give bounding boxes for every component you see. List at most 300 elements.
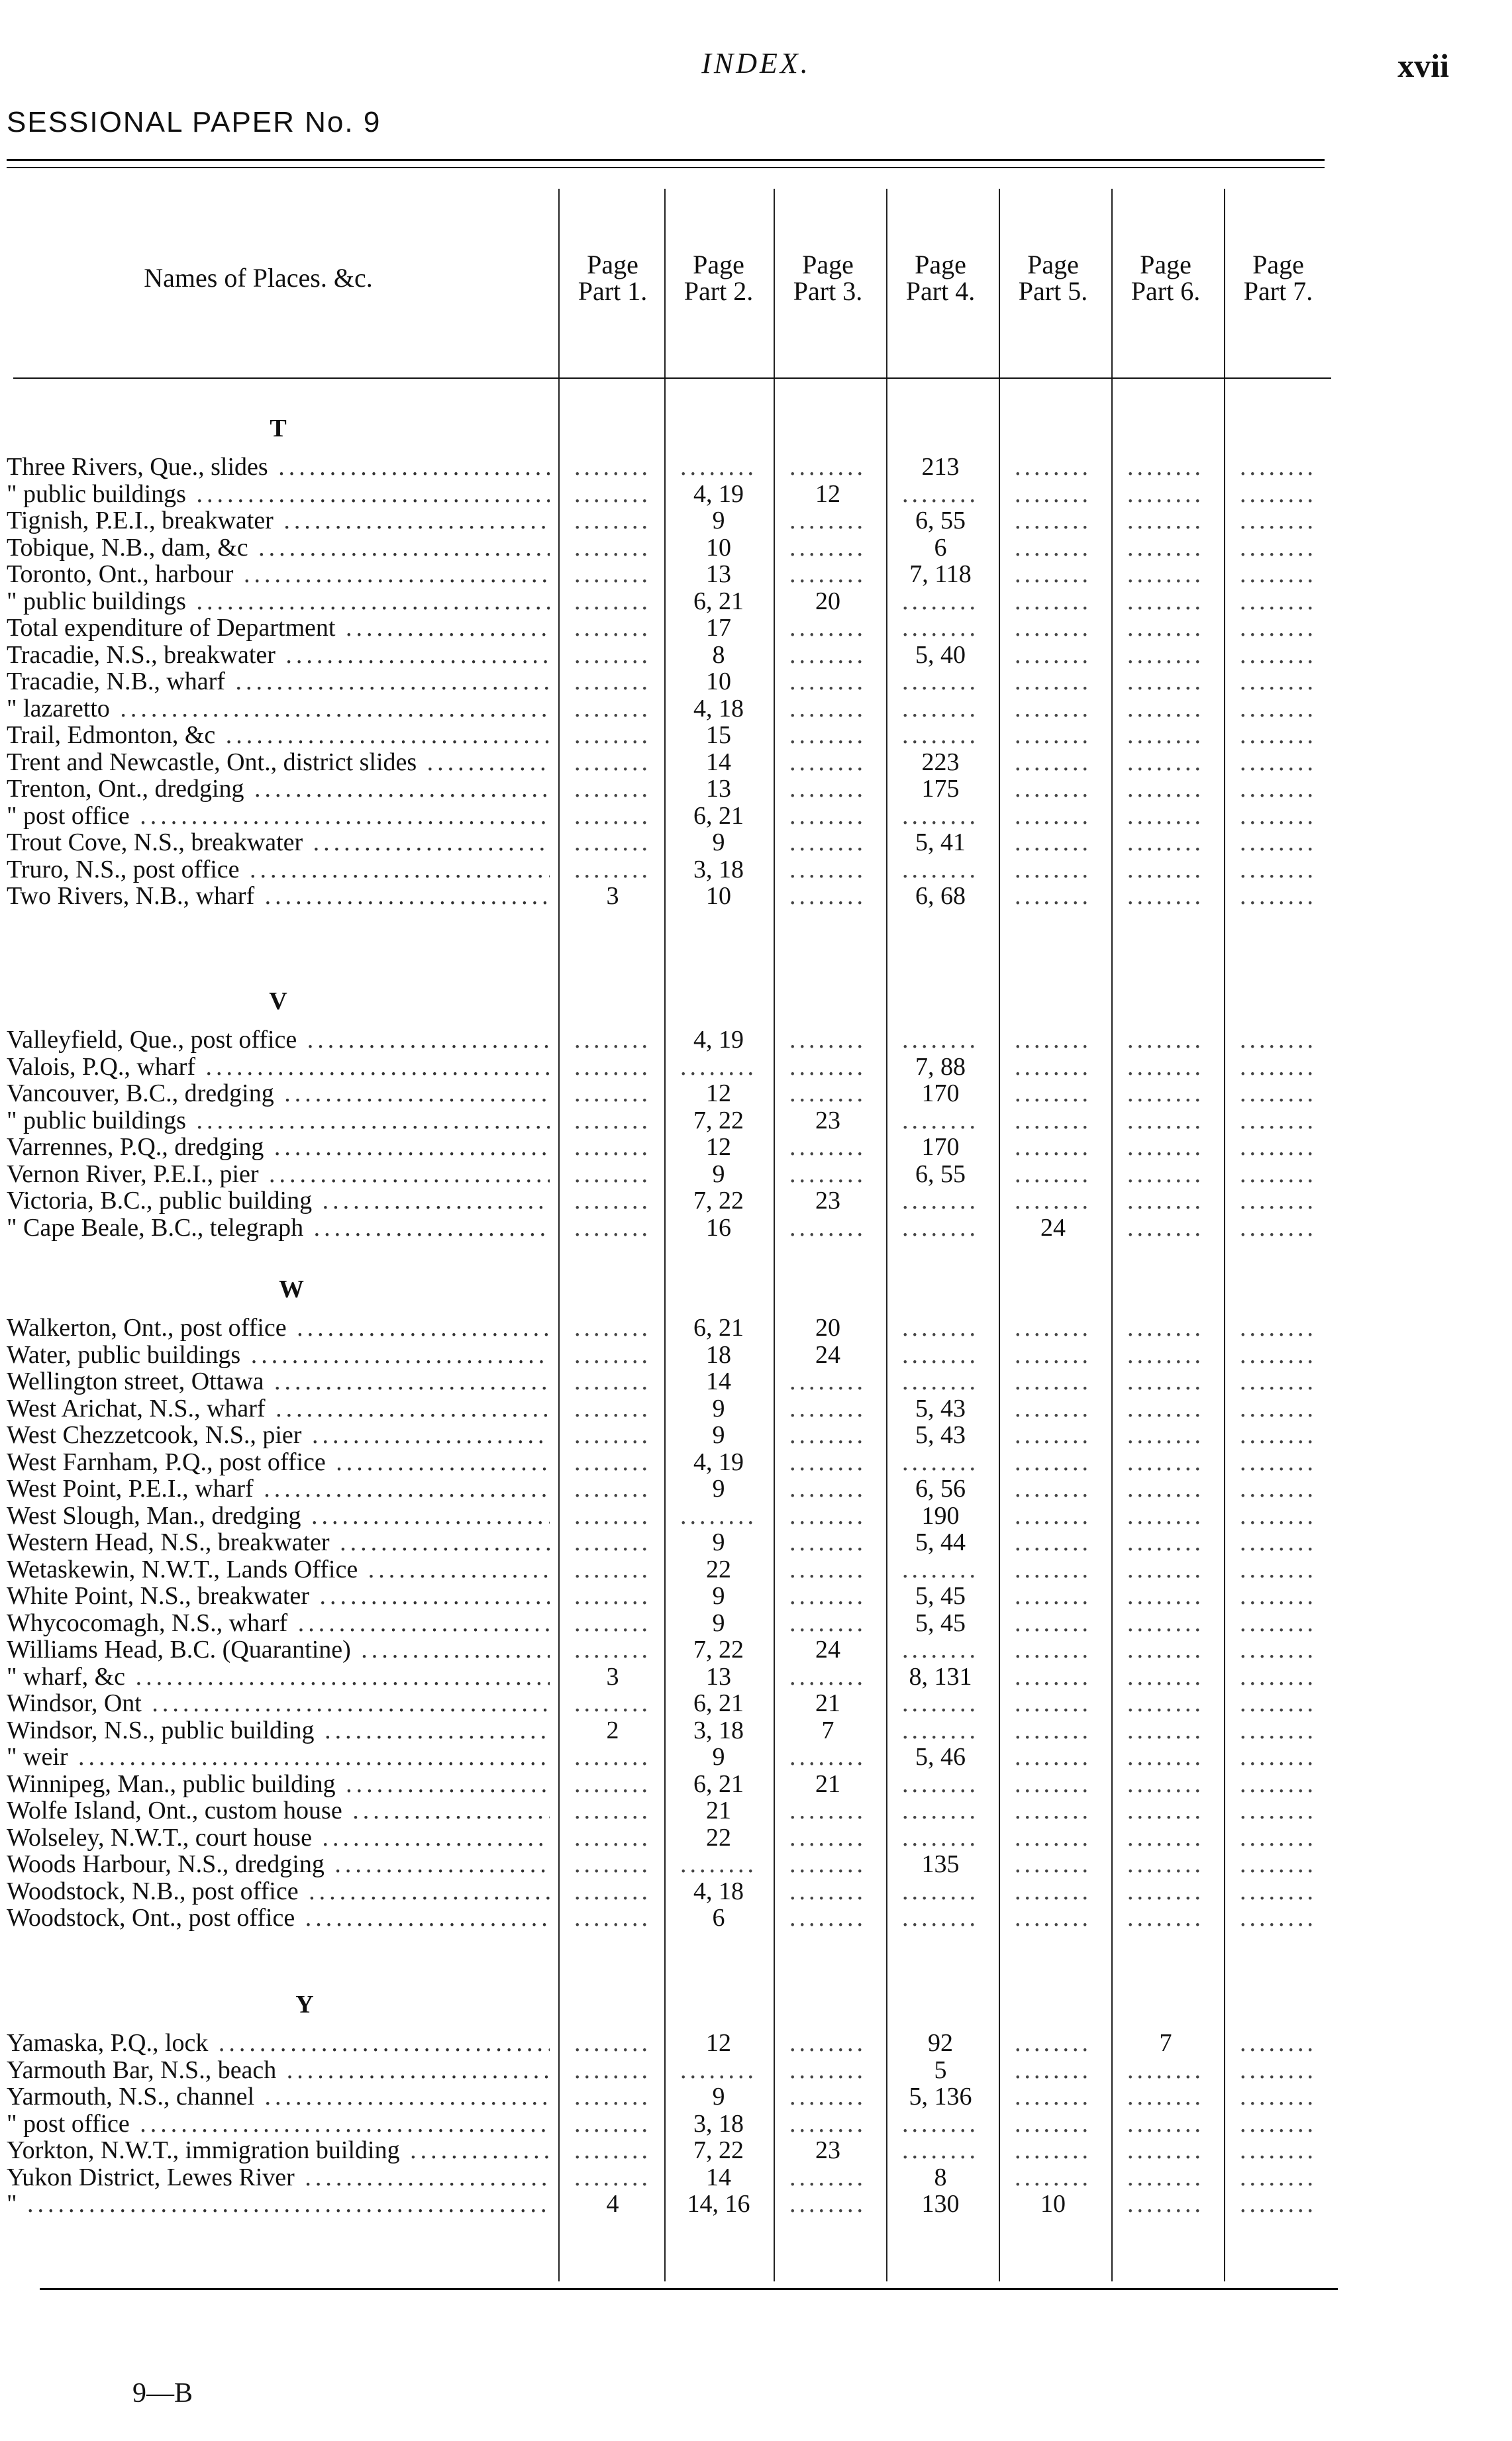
place-name: Wolfe Island, Ont., custom house ..... bbox=[7, 1797, 550, 1824]
leader-dots: ........ bbox=[1240, 2083, 1317, 2111]
leader-dots: ........ bbox=[1240, 1079, 1317, 1107]
leader-dots: ........ bbox=[574, 2109, 651, 2138]
leader-dots: ........ bbox=[902, 694, 979, 722]
leader-dots: ........ bbox=[1127, 1743, 1204, 1771]
leader-dots: ........ bbox=[1240, 1160, 1317, 1188]
leader-dots: ........ bbox=[1127, 1133, 1204, 1161]
leader-dots: ........ bbox=[902, 1340, 979, 1369]
page-reference: 190 bbox=[921, 1501, 960, 1530]
leader-dots: ........ bbox=[1015, 2056, 1091, 2084]
leader-dots: ........ bbox=[1015, 1501, 1091, 1530]
leader-dots: ........ bbox=[1015, 1555, 1091, 1583]
place-name: West Point, P.E.I., wharf ..... bbox=[7, 1475, 550, 1502]
leader-dots: ........ bbox=[680, 453, 757, 481]
leader-dots: ........ bbox=[789, 1394, 866, 1422]
page-reference: 14 bbox=[706, 2163, 731, 2191]
page-reference: 5, 45 bbox=[915, 1582, 966, 1610]
leader-dots: ........ bbox=[1015, 1340, 1091, 1369]
index-row bbox=[0, 507, 1512, 534]
place-name: West Farnham, P.Q., post office ..... bbox=[7, 1449, 550, 1475]
leader-dots: ........ bbox=[1127, 1368, 1204, 1395]
leader-dots: ........ bbox=[902, 1187, 979, 1215]
leader-dots: ........ bbox=[1240, 1394, 1317, 1422]
leader-dots: ........ bbox=[1127, 1394, 1204, 1422]
leader-dots: ........ bbox=[902, 2109, 979, 2138]
leader-dots: ........ bbox=[1015, 1689, 1091, 1717]
part-column-header bbox=[560, 252, 666, 305]
section-letter: V bbox=[269, 987, 287, 1015]
leader-dots: ........ bbox=[1127, 560, 1204, 588]
leader-dots: ........ bbox=[1240, 1877, 1317, 1905]
leader-dots: ........ bbox=[789, 1850, 866, 1878]
page-reference: 7 bbox=[821, 1716, 834, 1744]
page-reference: 22 bbox=[706, 1555, 731, 1583]
place-name: Trent and Newcastle, Ont., district slides ..... bbox=[7, 749, 550, 775]
leader-dots: ........ bbox=[789, 1026, 866, 1054]
leader-dots: ........ bbox=[1240, 453, 1317, 481]
bottom-rule bbox=[40, 2288, 1338, 2290]
leader-dots: ........ bbox=[789, 2190, 866, 2218]
place-name: West Arichat, N.S., wharf ..... bbox=[7, 1395, 550, 1422]
leader-dots: ........ bbox=[1240, 748, 1317, 776]
leader-dots: ........ bbox=[1240, 2029, 1317, 2057]
page-reference: 20 bbox=[815, 1314, 840, 1342]
leader-dots: ........ bbox=[574, 748, 651, 776]
leader-dots: ........ bbox=[1127, 1026, 1204, 1054]
leader-dots: ........ bbox=[1127, 694, 1204, 722]
place-name: Woods Harbour, N.S., dredging ..... bbox=[7, 1851, 550, 1877]
names-column-header: Names of Places. &c. bbox=[144, 263, 373, 293]
place-name: Valleyfield, Que., post office ..... bbox=[7, 1026, 550, 1053]
place-name: Trenton, Ont., dredging ..... bbox=[7, 775, 550, 802]
leader-dots: ........ bbox=[574, 1394, 651, 1422]
leader-dots: ........ bbox=[1240, 1609, 1317, 1637]
leader-dots: ........ bbox=[680, 1052, 757, 1081]
column-header-line: Page bbox=[1027, 250, 1079, 279]
page-reference: 9 bbox=[712, 1582, 725, 1610]
place-name: White Point, N.S., breakwater ..... bbox=[7, 1583, 550, 1609]
leader-dots: ........ bbox=[1127, 1609, 1204, 1637]
leader-dots: ........ bbox=[902, 2136, 979, 2164]
leader-dots: ........ bbox=[1015, 2083, 1091, 2111]
leader-dots: ........ bbox=[902, 1213, 979, 1242]
page-reference: 5, 45 bbox=[915, 1609, 966, 1637]
leader-dots: ........ bbox=[1240, 1421, 1317, 1449]
leader-dots: ........ bbox=[1240, 2163, 1317, 2191]
index-row bbox=[0, 856, 1512, 883]
page-reference: 15 bbox=[706, 721, 731, 749]
index-row bbox=[0, 1107, 1512, 1134]
page-reference: 6 bbox=[934, 533, 947, 562]
place-name: Tracadie, N.S., breakwater ..... bbox=[7, 642, 550, 668]
leader-dots: ........ bbox=[1015, 640, 1091, 669]
leader-dots: ........ bbox=[574, 2163, 651, 2191]
page-reference: 3 bbox=[606, 1662, 619, 1691]
index-row bbox=[0, 1422, 1512, 1448]
place-name: " ..... bbox=[7, 2191, 550, 2217]
place-name: Williams Head, B.C. (Quarantine) ..... bbox=[7, 1636, 550, 1663]
place-name: Varrennes, P.Q., dredging ..... bbox=[7, 1134, 550, 1160]
leader-dots: ........ bbox=[1127, 1662, 1204, 1691]
page-reference: 5, 43 bbox=[915, 1421, 966, 1449]
leader-dots: ........ bbox=[789, 1133, 866, 1161]
leader-dots: ........ bbox=[789, 1475, 866, 1503]
place-name: Winnipeg, Man., public building ..... bbox=[7, 1771, 550, 1797]
leader-dots: ........ bbox=[574, 1877, 651, 1905]
leader-dots: ........ bbox=[789, 507, 866, 534]
leader-dots: ........ bbox=[574, 1689, 651, 1717]
place-name: Yorkton, N.W.T., immigration building ..... bbox=[7, 2137, 550, 2164]
place-name: Vernon River, P.E.I., pier ..... bbox=[7, 1161, 550, 1187]
part-column-header bbox=[775, 252, 881, 305]
page-reference: 21 bbox=[706, 1797, 731, 1824]
index-row bbox=[0, 2111, 1512, 2137]
page-reference: 6, 55 bbox=[915, 507, 966, 534]
leader-dots: ........ bbox=[1127, 748, 1204, 776]
page-reference: 14 bbox=[706, 1368, 731, 1395]
column-header-line: Page bbox=[802, 250, 854, 279]
leader-dots: ........ bbox=[1240, 1636, 1317, 1664]
leader-dots: ........ bbox=[789, 1368, 866, 1395]
leader-dots: ........ bbox=[1015, 2163, 1091, 2191]
leader-dots: ........ bbox=[574, 1501, 651, 1530]
page-reference: 223 bbox=[921, 748, 960, 776]
leader-dots: ........ bbox=[1015, 828, 1091, 856]
leader-dots: ........ bbox=[1015, 2029, 1091, 2057]
part-column-header bbox=[1000, 252, 1106, 305]
leader-dots: ........ bbox=[1015, 1823, 1091, 1852]
place-name: " public buildings ..... bbox=[7, 1107, 550, 1134]
index-row bbox=[0, 1449, 1512, 1475]
place-name: Valois, P.Q., wharf ..... bbox=[7, 1054, 550, 1080]
page-reference: 4, 18 bbox=[693, 1877, 744, 1905]
column-header-line: Page bbox=[915, 250, 966, 279]
leader-dots: ........ bbox=[574, 801, 651, 830]
leader-dots: ........ bbox=[789, 1160, 866, 1188]
leader-dots: ........ bbox=[1127, 1501, 1204, 1530]
leader-dots: ........ bbox=[1015, 560, 1091, 588]
leader-dots: ........ bbox=[902, 1877, 979, 1905]
page-reference: 92 bbox=[928, 2029, 953, 2057]
page-reference: 6, 21 bbox=[693, 1769, 744, 1798]
page-reference: 12 bbox=[706, 1079, 731, 1107]
leader-dots: ........ bbox=[1240, 694, 1317, 722]
column-header-line: Part 5. bbox=[1018, 276, 1088, 306]
index-row bbox=[0, 1797, 1512, 1824]
page-reference: 9 bbox=[712, 1528, 725, 1556]
leader-dots: ........ bbox=[574, 1904, 651, 1932]
page-reference: 10 bbox=[706, 533, 731, 562]
place-name: Yamaska, P.Q., lock ..... bbox=[7, 2030, 550, 2056]
leader-dots: ........ bbox=[789, 1662, 866, 1691]
page-reference: 5 bbox=[934, 2056, 947, 2084]
leader-dots: ........ bbox=[1015, 801, 1091, 830]
index-row bbox=[0, 1529, 1512, 1556]
index-row bbox=[0, 883, 1512, 909]
index-row bbox=[0, 829, 1512, 856]
index-row bbox=[0, 1503, 1512, 1529]
index-row bbox=[0, 1824, 1512, 1851]
leader-dots: ........ bbox=[574, 855, 651, 883]
leader-dots: ........ bbox=[1015, 533, 1091, 562]
leader-dots: ........ bbox=[1240, 1689, 1317, 1717]
leader-dots: ........ bbox=[1240, 2109, 1317, 2138]
place-name: Vancouver, B.C., dredging ..... bbox=[7, 1080, 550, 1107]
place-name: Toronto, Ont., harbour ..... bbox=[7, 561, 550, 587]
leader-dots: ........ bbox=[1127, 2109, 1204, 2138]
page-reference: 24 bbox=[815, 1636, 840, 1664]
place-name: Tignish, P.E.I., breakwater ..... bbox=[7, 507, 550, 534]
leader-dots: ........ bbox=[789, 855, 866, 883]
leader-dots: ........ bbox=[574, 1368, 651, 1395]
leader-dots: ........ bbox=[1127, 1160, 1204, 1188]
page-reference: 5, 40 bbox=[915, 640, 966, 669]
page-reference: 5, 41 bbox=[915, 828, 966, 856]
section-letter: T bbox=[270, 415, 287, 442]
leader-dots: ........ bbox=[789, 1797, 866, 1824]
leader-dots: ........ bbox=[1240, 1743, 1317, 1771]
leader-dots: ........ bbox=[1127, 2190, 1204, 2218]
place-name: " lazaretto ..... bbox=[7, 695, 550, 722]
leader-dots: ........ bbox=[1127, 1528, 1204, 1556]
index-row bbox=[0, 1664, 1512, 1690]
index-row bbox=[0, 1878, 1512, 1905]
index-row bbox=[0, 1771, 1512, 1797]
leader-dots: ........ bbox=[902, 614, 979, 642]
leader-dots: ........ bbox=[680, 1850, 757, 1878]
place-name: Yarmouth, N.S., channel ..... bbox=[7, 2083, 550, 2110]
leader-dots: ........ bbox=[574, 721, 651, 749]
leader-dots: ........ bbox=[1240, 1314, 1317, 1342]
leader-dots: ........ bbox=[574, 1582, 651, 1610]
place-name: West Slough, Man., dredging ..... bbox=[7, 1503, 550, 1529]
leader-dots: ........ bbox=[1240, 1501, 1317, 1530]
leader-dots: ........ bbox=[1127, 2136, 1204, 2164]
leader-dots: ........ bbox=[1240, 801, 1317, 830]
place-name: " post office ..... bbox=[7, 803, 550, 829]
leader-dots: ........ bbox=[1015, 2109, 1091, 2138]
page-reference: 17 bbox=[706, 614, 731, 642]
leader-dots: ........ bbox=[902, 1716, 979, 1744]
leader-dots: ........ bbox=[574, 507, 651, 534]
leader-dots: ........ bbox=[789, 2109, 866, 2138]
page-reference: 170 bbox=[921, 1133, 960, 1161]
leader-dots: ........ bbox=[1015, 1769, 1091, 1798]
index-row bbox=[0, 1026, 1512, 1053]
leader-dots: ........ bbox=[574, 775, 651, 803]
index-row bbox=[0, 481, 1512, 507]
leader-dots: ........ bbox=[789, 1213, 866, 1242]
page-reference: 13 bbox=[706, 560, 731, 588]
leader-dots: ........ bbox=[1240, 614, 1317, 642]
leader-dots: ........ bbox=[1127, 614, 1204, 642]
index-row bbox=[0, 749, 1512, 775]
leader-dots: ........ bbox=[574, 614, 651, 642]
leader-dots: ........ bbox=[902, 1314, 979, 1342]
page-reference: 14 bbox=[706, 748, 731, 776]
page-reference: 12 bbox=[815, 479, 840, 508]
index-row bbox=[0, 2083, 1512, 2110]
page-reference: 23 bbox=[815, 1106, 840, 1134]
leader-dots: ........ bbox=[1015, 668, 1091, 695]
page-reference: 4 bbox=[606, 2190, 619, 2218]
page-reference: 6, 55 bbox=[915, 1160, 966, 1188]
leader-dots: ........ bbox=[1015, 1582, 1091, 1610]
index-row bbox=[0, 642, 1512, 668]
leader-dots: ........ bbox=[789, 668, 866, 695]
leader-dots: ........ bbox=[1240, 2136, 1317, 2164]
leader-dots: ........ bbox=[1015, 479, 1091, 508]
leader-dots: ........ bbox=[1127, 882, 1204, 910]
leader-dots: ........ bbox=[1015, 1609, 1091, 1637]
header-rule-bottom bbox=[7, 167, 1325, 168]
page-reference: 12 bbox=[706, 1133, 731, 1161]
leader-dots: ........ bbox=[574, 1609, 651, 1637]
page-reference: 20 bbox=[815, 587, 840, 615]
column-header-line: Part 4. bbox=[905, 276, 976, 306]
part-column-header bbox=[1225, 252, 1331, 305]
index-row bbox=[0, 803, 1512, 829]
place-name: Victoria, B.C., public building ..... bbox=[7, 1187, 550, 1214]
index-row bbox=[0, 1851, 1512, 1877]
leader-dots: ........ bbox=[1240, 640, 1317, 669]
leader-dots: ........ bbox=[1240, 507, 1317, 534]
leader-dots: ........ bbox=[1015, 1079, 1091, 1107]
index-row bbox=[0, 1717, 1512, 1744]
leader-dots: ........ bbox=[789, 828, 866, 856]
page-reference: 6, 21 bbox=[693, 801, 744, 830]
place-name: " wharf, &c ..... bbox=[7, 1664, 550, 1690]
leader-dots: ........ bbox=[1127, 2083, 1204, 2111]
page-reference: 7, 88 bbox=[915, 1052, 966, 1081]
index-row bbox=[0, 2164, 1512, 2191]
leader-dots: ........ bbox=[574, 828, 651, 856]
column-header-rule bbox=[13, 377, 1331, 379]
place-name: Woodstock, N.B., post office ..... bbox=[7, 1878, 550, 1905]
section-letter: Y bbox=[295, 1991, 314, 2018]
leader-dots: ........ bbox=[574, 1797, 651, 1824]
page-reference: 7, 22 bbox=[693, 1187, 744, 1215]
header-rule-top bbox=[7, 159, 1325, 161]
index-row bbox=[0, 2137, 1512, 2164]
index-row bbox=[0, 588, 1512, 615]
place-name: " public buildings ..... bbox=[7, 481, 550, 507]
index-row bbox=[0, 1134, 1512, 1160]
leader-dots: ........ bbox=[1127, 1052, 1204, 1081]
leader-dots: ........ bbox=[1127, 1904, 1204, 1932]
leader-dots: ........ bbox=[1240, 1823, 1317, 1852]
place-name: " weir ..... bbox=[7, 1744, 550, 1770]
leader-dots: ........ bbox=[1127, 1555, 1204, 1583]
leader-dots: ........ bbox=[902, 1026, 979, 1054]
leader-dots: ........ bbox=[1240, 1475, 1317, 1503]
leader-dots: ........ bbox=[1240, 1213, 1317, 1242]
leader-dots: ........ bbox=[1127, 1448, 1204, 1476]
page-reference: 3, 18 bbox=[693, 1716, 744, 1744]
leader-dots: ........ bbox=[902, 721, 979, 749]
leader-dots: ........ bbox=[1015, 507, 1091, 534]
index-row bbox=[0, 1187, 1512, 1214]
page-reference: 5, 46 bbox=[915, 1743, 966, 1771]
leader-dots: ........ bbox=[1127, 1689, 1204, 1717]
leader-dots: ........ bbox=[902, 1797, 979, 1824]
leader-dots: ........ bbox=[789, 1528, 866, 1556]
page-reference: 23 bbox=[815, 1187, 840, 1215]
leader-dots: ........ bbox=[574, 694, 651, 722]
leader-dots: ........ bbox=[789, 640, 866, 669]
leader-dots: ........ bbox=[574, 1475, 651, 1503]
leader-dots: ........ bbox=[574, 1850, 651, 1878]
leader-dots: ........ bbox=[902, 668, 979, 695]
leader-dots: ........ bbox=[1127, 479, 1204, 508]
page-reference: 21 bbox=[815, 1689, 840, 1717]
page-reference: 4, 19 bbox=[693, 479, 744, 508]
leader-dots: ........ bbox=[1127, 1636, 1204, 1664]
leader-dots: ........ bbox=[789, 1823, 866, 1852]
page-reference: 7 bbox=[1159, 2029, 1172, 2057]
leader-dots: ........ bbox=[902, 1823, 979, 1852]
page-reference: 13 bbox=[706, 775, 731, 803]
index-row bbox=[0, 1215, 1512, 1241]
page-reference: 3, 18 bbox=[693, 855, 744, 883]
index-row bbox=[0, 1475, 1512, 1502]
page-reference: 3, 18 bbox=[693, 2109, 744, 2138]
leader-dots: ........ bbox=[1127, 1421, 1204, 1449]
leader-dots: ........ bbox=[1240, 2056, 1317, 2084]
leader-dots: ........ bbox=[1015, 1528, 1091, 1556]
leader-dots: ........ bbox=[1127, 1213, 1204, 1242]
leader-dots: ........ bbox=[1240, 1555, 1317, 1583]
place-name: Tobique, N.B., dam, &c ..... bbox=[7, 534, 550, 561]
leader-dots: ........ bbox=[1127, 775, 1204, 803]
leader-dots: ........ bbox=[789, 1877, 866, 1905]
index-row bbox=[0, 1080, 1512, 1107]
leader-dots: ........ bbox=[1240, 1052, 1317, 1081]
index-row bbox=[0, 775, 1512, 802]
leader-dots: ........ bbox=[574, 1160, 651, 1188]
index-row bbox=[0, 1905, 1512, 1931]
page-footer: 9—B bbox=[132, 2378, 193, 2409]
leader-dots: ........ bbox=[574, 1052, 651, 1081]
leader-dots: ........ bbox=[1127, 1079, 1204, 1107]
place-name: Water, public buildings ..... bbox=[7, 1342, 550, 1368]
leader-dots: ........ bbox=[1240, 1850, 1317, 1878]
leader-dots: ........ bbox=[789, 2083, 866, 2111]
page-reference: 4, 19 bbox=[693, 1448, 744, 1476]
page-reference: 24 bbox=[815, 1340, 840, 1369]
leader-dots: ........ bbox=[902, 587, 979, 615]
leader-dots: ........ bbox=[902, 1904, 979, 1932]
leader-dots: ........ bbox=[1240, 1368, 1317, 1395]
index-row bbox=[0, 1054, 1512, 1080]
leader-dots: ........ bbox=[1240, 587, 1317, 615]
leader-dots: ........ bbox=[574, 2029, 651, 2057]
leader-dots: ........ bbox=[1015, 1662, 1091, 1691]
page-reference: 9 bbox=[712, 1743, 725, 1771]
place-name: Three Rivers, Que., slides ..... bbox=[7, 454, 550, 480]
leader-dots: ........ bbox=[1240, 1797, 1317, 1824]
leader-dots: ........ bbox=[789, 453, 866, 481]
place-name: Trail, Edmonton, &c ..... bbox=[7, 722, 550, 748]
leader-dots: ........ bbox=[574, 1769, 651, 1798]
place-name: Woodstock, Ont., post office ..... bbox=[7, 1905, 550, 1931]
leader-dots: ........ bbox=[1127, 640, 1204, 669]
leader-dots: ........ bbox=[1240, 668, 1317, 695]
leader-dots: ........ bbox=[1127, 1475, 1204, 1503]
column-header-line: Part 1. bbox=[578, 276, 648, 306]
section-letter: W bbox=[279, 1275, 304, 1303]
leader-dots: ........ bbox=[789, 775, 866, 803]
